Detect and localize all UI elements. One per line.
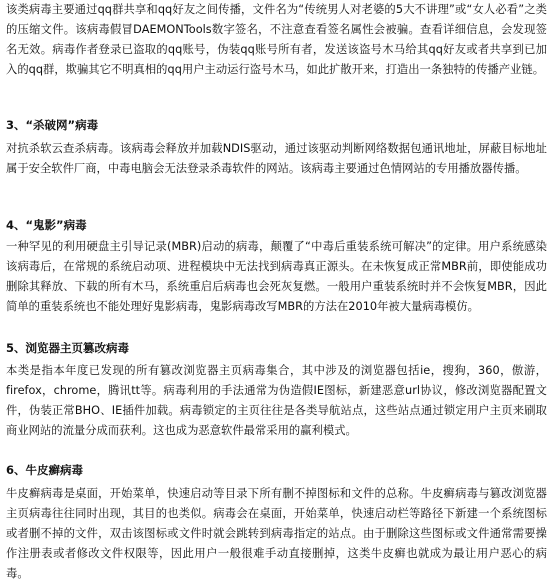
section-body-sha-po-wang: 对抗杀软云查杀病毒。该病毒会释放并加载NDIS驱动，通过该驱动判断网络数据包通讯地址，屏蔽目标地址属于安全软件厂商，中毒电脑会无法登录杀毒软件的网站。该病毒主要通过色情网站的专用播放器传播。 bbox=[6, 142, 547, 175]
section-heading-niu-pi-xuan: 6、牛皮癣病毒 bbox=[6, 463, 84, 477]
section-heading-browser-hijack: 5、浏览器主页篡改病毒 bbox=[6, 341, 130, 355]
intro-paragraph: 该类病毒主要通过qq群共享和qq好友之间传播，文件名为“传统男人对老婆的5大不讲理”或“女人必看”之类的压缩文件。该病毒假冒DAEMONTools数字签名，不注意查看签名属性会被骗。查看详细信息，会发现签名无效。病毒作者登录已盗取的qq账号，伪装qq账号所有者，发送该盗号木马给其qq好友或者共享到已加入的qq群，欺骗其它不明真相的qq用户主动运行盗号木马，如此扩散开来，打造出一条独特的传播产业链。 bbox=[6, 3, 547, 76]
section-body-gui-ying: 一种罕见的利用硬盘主引导记录(MBR)启动的病毒，颠覆了“中毒后重装系统可解决”的定律。用户系统感染该病毒后，在常规的系统启动项、进程模块中无法找到病毒真正源头。在未恢复成正常MBR前，即使能成功删除其释放、下载的所有木马，系统重启后病毒也会死灰复燃。一般用户重装系统时并不会恢复MBR，因此简单的重装系统也不能处理好鬼影病毒，鬼影病毒改写MBR的方法在2010年被大量病毒模仿。 bbox=[6, 240, 547, 313]
section-body-browser-hijack: 本类是指本年度已发现的所有篡改浏览器主页病毒集合，其中涉及的浏览器包括ie，搜狗，360，傲游，firefox，chrome，腾讯tt等。病毒利用的手法通常为伪造假IE图标，新建恶意url协议，修改浏览器配置文件，伪装正常BHO、IE插件加载。病毒锁定的主页往往是各类导航站点，这些站点通过锁定用户主页来刷取商业网站的流量分成而获利。这也成为恶意软件最常采用的赢利模式。 bbox=[6, 364, 547, 437]
section-heading-gui-ying: 4、“鬼影”病毒 bbox=[6, 218, 87, 232]
section-body-niu-pi-xuan: 牛皮癣病毒是桌面，开始菜单，快速启动等目录下所有删不掉图标和文件的总称。牛皮癣病毒与篡改浏览器主页病毒往往同时出现，其目的也类似。病毒会在桌面，开始菜单，快速启动栏等路径下新建一个系统图标或者删不掉的文件，双击该图标或文件时就会跳转到病毒指定的站点。由于删除这些图标或文件通常需要操作注册表或者修改文件权限等，因此用户一般很难手动直接删掉，这类牛皮癣也就成为最让用户恶心的病毒。 bbox=[6, 487, 547, 580]
section-heading-sha-po-wang: 3、“杀破网”病毒 bbox=[6, 118, 99, 132]
